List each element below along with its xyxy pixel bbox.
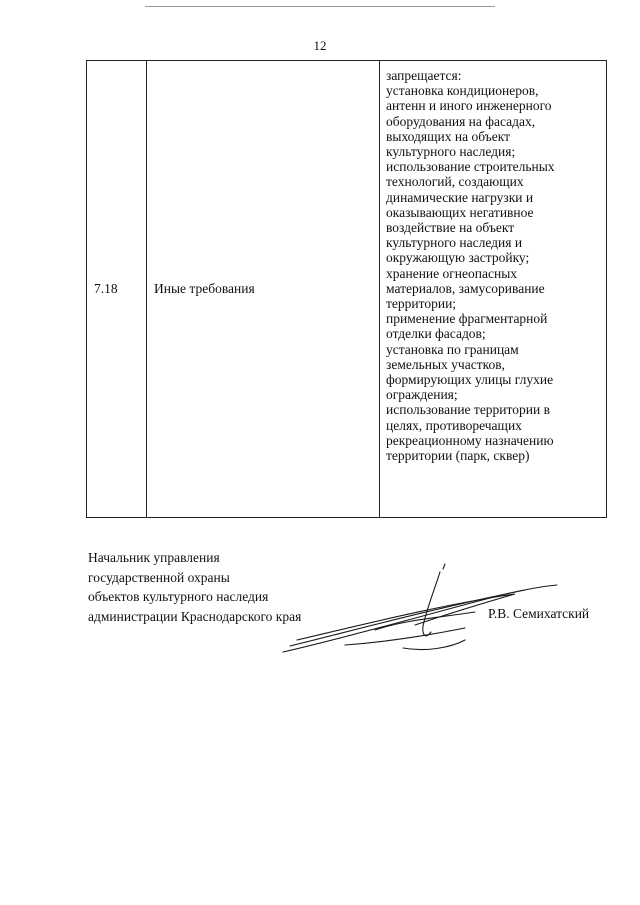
requirement-line: земельных участков, (386, 356, 505, 372)
page-number: 12 (313, 38, 327, 53)
position-line: Начальник управления (88, 550, 220, 565)
row-name-cell (147, 61, 380, 518)
requirement-line: хранение огнеопасных (386, 265, 518, 281)
row-number-cell (87, 61, 147, 518)
requirement-line: материалов, замусоривание (386, 280, 545, 296)
requirement-line: отделки фасадов; (386, 326, 486, 342)
row-name: Иные требования (154, 281, 255, 297)
requirement-line: использование территории в (386, 402, 550, 418)
requirement-line: территории; (386, 296, 457, 312)
requirement-line: целях, противоречащих (386, 417, 522, 433)
row-number: 7.18 (94, 281, 118, 297)
requirement-line: выходящих на объект (386, 128, 510, 144)
signer-name: Р.В. Семихатский (488, 606, 590, 621)
requirement-line: антенн и иного инженерного (386, 98, 552, 114)
requirement-line: установка по границам (386, 341, 519, 357)
requirements-table (86, 60, 607, 518)
table-row (87, 61, 607, 518)
requirement-line: динамические нагрузки и (386, 189, 534, 205)
requirement-line: культурного наследия; (386, 144, 516, 160)
requirement-line: окружающую застройку; (386, 250, 530, 266)
position-line: государственной охраны (88, 569, 230, 585)
position-line: объектов культурного наследия (88, 589, 269, 604)
top-scan-mark (145, 6, 495, 7)
requirement-line: воздействие на объект (386, 220, 515, 236)
requirement-line: территории (парк, сквер) (386, 448, 530, 464)
requirement-line: установка кондиционеров, (386, 83, 539, 99)
position-line: администрации Краснодарского края (88, 608, 302, 624)
signatory-position (88, 548, 301, 626)
requirement-line: использование строительных (386, 159, 555, 175)
requirement-line: технологий, создающих (386, 174, 524, 190)
requirement-line: ограждения; (386, 387, 458, 403)
requirement-line: оборудования на фасадах, (386, 113, 536, 129)
requirement-line: рекреационному назначению (386, 432, 554, 448)
requirement-line: формирующих улицы глухие (386, 372, 554, 388)
requirement-line: культурного наследия и (386, 235, 523, 251)
requirement-line: запрещается: (386, 68, 462, 83)
row-text-cell (380, 61, 607, 518)
requirement-line: оказывающих негативное (386, 204, 534, 220)
requirement-line: применение фрагментарной (386, 311, 548, 327)
